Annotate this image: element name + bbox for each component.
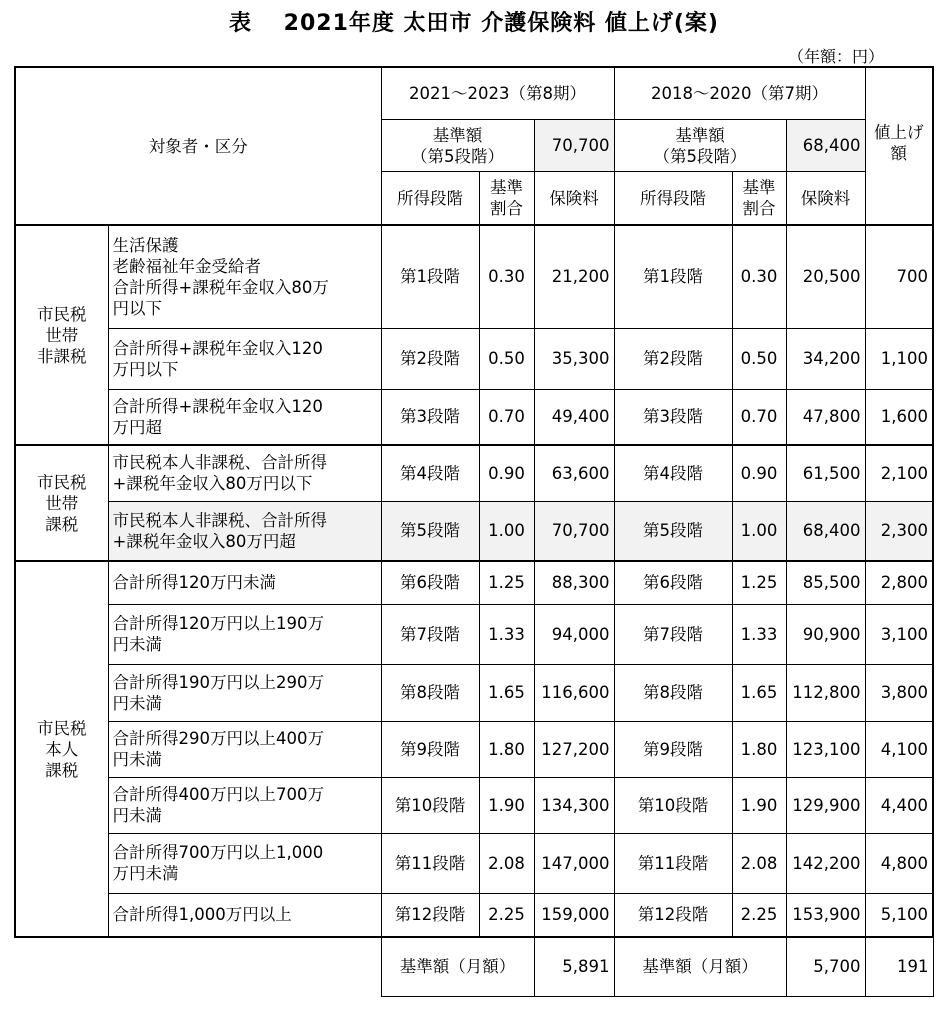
stage-new: 第9段階 xyxy=(381,721,479,777)
summary-label-new: 基準額（月額） xyxy=(381,937,534,996)
premium-old: 20,500 xyxy=(786,225,865,328)
ratio-old: 0.30 xyxy=(732,225,786,328)
stage-old: 第10段階 xyxy=(614,777,732,833)
stage-new: 第2段階 xyxy=(381,328,479,389)
stage-new: 第10段階 xyxy=(381,777,479,833)
stage-old: 第7段階 xyxy=(614,604,732,664)
stage-old: 第6段階 xyxy=(614,561,732,604)
header-period-old: 2018～2020（第7期） xyxy=(614,67,865,120)
ratio-old: 1.33 xyxy=(732,604,786,664)
stage-old: 第11段階 xyxy=(614,833,732,893)
desc-line: 万円以下 xyxy=(112,359,179,379)
group-label-taxable-household xyxy=(15,445,108,561)
stage-old: 第5段階 xyxy=(614,501,732,561)
table-row xyxy=(15,664,933,721)
desc-line: 合計所得120万円以上190万 xyxy=(112,614,324,633)
row-desc xyxy=(108,721,381,777)
col-ratio-old xyxy=(732,172,786,226)
desc-line: 合計所得190万円以上290万 xyxy=(112,672,324,692)
unit-note: （年額：円） xyxy=(788,47,885,66)
desc-line: 合計所得120万円未満 xyxy=(112,573,276,593)
table-row xyxy=(15,225,933,328)
ratio-old: 0.90 xyxy=(732,445,786,501)
row-desc xyxy=(108,664,381,721)
premium-new: 49,400 xyxy=(534,389,614,445)
table-row xyxy=(15,445,933,501)
premium-new: 147,000 xyxy=(534,833,614,893)
group-label-taxable-individual xyxy=(15,561,108,937)
stage-new: 第12段階 xyxy=(381,893,479,937)
stage-new: 第3段階 xyxy=(381,389,479,445)
group-line: 世帯 xyxy=(45,325,79,345)
desc-line: 円以下 xyxy=(112,298,162,318)
ratio-new: 1.00 xyxy=(479,501,534,561)
ratio-old: 0.50 xyxy=(732,328,786,389)
col-ratio-new xyxy=(479,172,534,226)
ratio-new: 1.90 xyxy=(479,777,534,833)
ratio-new: 0.70 xyxy=(479,389,534,445)
ratio-old: 2.08 xyxy=(732,833,786,893)
col-income-stage-old: 所得段階 xyxy=(614,172,732,226)
premium-old: 129,900 xyxy=(786,777,865,833)
table-row xyxy=(15,328,933,389)
table-title: 表 2021年度 太田市 介護保険料 値上げ(案) xyxy=(229,11,719,36)
ratio-new: 1.25 xyxy=(479,561,534,604)
desc-line: +課税年金収入80万円以下 xyxy=(112,474,313,494)
increase: 2,100 xyxy=(865,445,933,501)
group-line: 課税 xyxy=(45,760,79,780)
ratio-line1: 基準 xyxy=(742,178,776,197)
row-desc xyxy=(108,833,381,893)
ratio-old: 1.90 xyxy=(732,777,786,833)
premium-new: 70,700 xyxy=(534,501,614,561)
header-base-new: 70,700 xyxy=(534,120,614,172)
base-label-line1: 基準額 xyxy=(432,125,483,145)
row-desc xyxy=(108,225,381,328)
ratio-old: 0.70 xyxy=(732,389,786,445)
table-row xyxy=(15,833,933,893)
row-desc xyxy=(108,604,381,664)
increase: 4,800 xyxy=(865,833,933,893)
row-desc xyxy=(108,777,381,833)
premium-new: 94,000 xyxy=(534,604,614,664)
ratio-old: 2.25 xyxy=(732,893,786,937)
ratio-old: 1.25 xyxy=(732,561,786,604)
table-row xyxy=(15,561,933,604)
desc-line: 万円超 xyxy=(112,417,162,437)
ratio-line2: 割合 xyxy=(490,199,523,218)
ratio-new: 1.33 xyxy=(479,604,534,664)
increase: 4,100 xyxy=(865,721,933,777)
desc-line: 合計所得+課税年金収入120 xyxy=(112,396,323,416)
group-label-nontaxable-household xyxy=(15,225,108,445)
increase: 1,100 xyxy=(865,328,933,389)
increase: 2,300 xyxy=(865,501,933,561)
stage-new: 第8段階 xyxy=(381,664,479,721)
desc-line: 生活保護 xyxy=(112,235,179,255)
col-income-stage-new: 所得段階 xyxy=(381,172,479,226)
increase: 1,600 xyxy=(865,389,933,445)
stage-new: 第5段階 xyxy=(381,501,479,561)
premium-new: 127,200 xyxy=(534,721,614,777)
desc-line: 万円未満 xyxy=(112,864,179,883)
group-line: 本人 xyxy=(45,739,79,759)
ratio-new: 1.80 xyxy=(479,721,534,777)
premium-old: 153,900 xyxy=(786,893,865,937)
ratio-new: 0.50 xyxy=(479,328,534,389)
summary-label-old: 基準額（月額） xyxy=(614,937,786,996)
stage-new: 第7段階 xyxy=(381,604,479,664)
stage-old: 第9段階 xyxy=(614,721,732,777)
row-desc xyxy=(108,328,381,389)
premium-old: 123,100 xyxy=(786,721,865,777)
desc-line: 合計所得1,000万円以上 xyxy=(112,905,292,925)
premium-new: 88,300 xyxy=(534,561,614,604)
base-label-line1: 基準額 xyxy=(675,125,725,145)
row-desc xyxy=(108,445,381,501)
stage-new: 第4段階 xyxy=(381,445,479,501)
desc-line: 合計所得290万円以上400万 xyxy=(112,729,324,748)
desc-line: 円未満 xyxy=(112,750,162,769)
summary-spacer xyxy=(15,937,381,996)
col-premium-new: 保険料 xyxy=(534,172,614,226)
ratio-new: 0.90 xyxy=(479,445,534,501)
increase: 3,800 xyxy=(865,664,933,721)
summary-increase: 191 xyxy=(865,937,933,996)
stage-old: 第2段階 xyxy=(614,328,732,389)
row-desc xyxy=(108,501,381,561)
premium-old: 68,400 xyxy=(786,501,865,561)
premium-new: 63,600 xyxy=(534,445,614,501)
desc-line: 円未満 xyxy=(112,635,162,654)
premium-new: 159,000 xyxy=(534,893,614,937)
header-base-label-old xyxy=(614,120,786,172)
header-increase-line1: 値上げ xyxy=(874,123,924,142)
group-line: 市民税 xyxy=(37,718,87,738)
summary-row xyxy=(15,937,933,996)
increase: 2,800 xyxy=(865,561,933,604)
ratio-line1: 基準 xyxy=(490,178,523,197)
table-row-standard xyxy=(15,501,933,561)
table-row xyxy=(15,721,933,777)
premium-new: 21,200 xyxy=(534,225,614,328)
stage-old: 第12段階 xyxy=(614,893,732,937)
row-desc xyxy=(108,389,381,445)
desc-line: 合計所得+課税年金収入120 xyxy=(112,338,323,358)
increase: 3,100 xyxy=(865,604,933,664)
premium-old: 47,800 xyxy=(786,389,865,445)
increase: 5,100 xyxy=(865,893,933,937)
desc-line: +課税年金収入80万円超 xyxy=(112,531,296,551)
ratio-new: 1.65 xyxy=(479,664,534,721)
table-row xyxy=(15,389,933,445)
premium-old: 61,500 xyxy=(786,445,865,501)
premium-old: 34,200 xyxy=(786,328,865,389)
premium-new: 134,300 xyxy=(534,777,614,833)
header-base-label-new xyxy=(381,120,534,172)
group-line: 市民税 xyxy=(37,472,87,492)
base-label-line2: （第5段階） xyxy=(653,146,747,166)
header-increase-line2: 額 xyxy=(890,144,907,163)
ratio-old: 1.65 xyxy=(732,664,786,721)
table-row xyxy=(15,604,933,664)
summary-value-old: 5,700 xyxy=(786,937,865,996)
increase: 4,400 xyxy=(865,777,933,833)
table-row xyxy=(15,777,933,833)
desc-line: 合計所得400万円以上700万 xyxy=(112,785,324,804)
table-row xyxy=(15,893,933,937)
header-base-old: 68,400 xyxy=(786,120,865,172)
premium-old: 90,900 xyxy=(786,604,865,664)
group-line: 非課税 xyxy=(37,346,87,366)
premium-old: 85,500 xyxy=(786,561,865,604)
header-increase xyxy=(865,67,933,225)
stage-old: 第8段階 xyxy=(614,664,732,721)
row-desc xyxy=(108,893,381,937)
ratio-new: 0.30 xyxy=(479,225,534,328)
premium-new: 35,300 xyxy=(534,328,614,389)
premium-new: 116,600 xyxy=(534,664,614,721)
summary-value-new: 5,891 xyxy=(534,937,614,996)
stage-old: 第3段階 xyxy=(614,389,732,445)
group-line: 市民税 xyxy=(37,304,87,324)
desc-line: 合計所得700万円以上1,000 xyxy=(112,843,324,862)
group-line: 課税 xyxy=(45,514,79,534)
header-target-category: 対象者・区分 xyxy=(15,67,381,225)
desc-line: 円未満 xyxy=(112,806,162,825)
group-line: 世帯 xyxy=(45,493,79,513)
stage-old: 第4段階 xyxy=(614,445,732,501)
desc-line: 市民税本人非課税、合計所得 xyxy=(112,453,327,473)
ratio-line2: 割合 xyxy=(742,199,776,218)
increase: 700 xyxy=(865,225,933,328)
col-premium-old: 保険料 xyxy=(786,172,865,226)
ratio-old: 1.80 xyxy=(732,721,786,777)
premium-old: 112,800 xyxy=(786,664,865,721)
ratio-old: 1.00 xyxy=(732,501,786,561)
stage-new: 第1段階 xyxy=(381,225,479,328)
desc-line: 市民税本人非課税、合計所得 xyxy=(112,510,327,530)
header-period-new: 2021～2023（第8期） xyxy=(381,67,614,120)
premium-table xyxy=(14,66,934,997)
row-desc xyxy=(108,561,381,604)
ratio-new: 2.25 xyxy=(479,893,534,937)
desc-line: 円未満 xyxy=(112,693,162,713)
desc-line: 老齢福祉年金受給者 xyxy=(112,256,261,276)
premium-old: 142,200 xyxy=(786,833,865,893)
stage-new: 第11段階 xyxy=(381,833,479,893)
base-label-line2: （第5段階） xyxy=(411,146,504,166)
ratio-new: 2.08 xyxy=(479,833,534,893)
stage-new: 第6段階 xyxy=(381,561,479,604)
stage-old: 第1段階 xyxy=(614,225,732,328)
desc-line: 合計所得+課税年金収入80万 xyxy=(112,277,329,297)
